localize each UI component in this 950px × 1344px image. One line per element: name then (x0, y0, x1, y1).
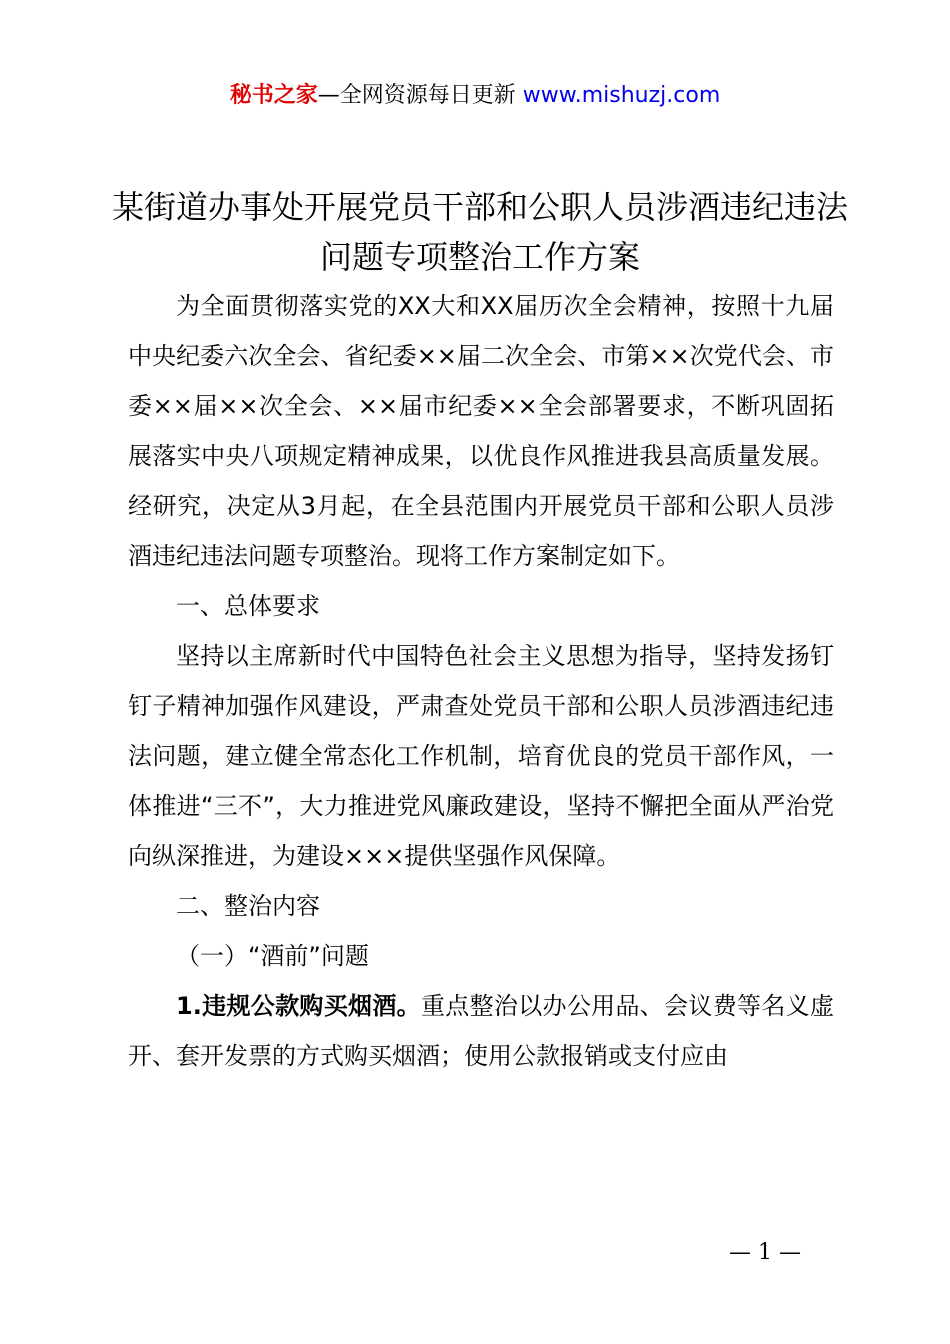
section2-heading: 二、整治内容 (176, 892, 320, 920)
page-number: — 1 — (729, 1240, 801, 1265)
site-name: 秘书之家 (229, 83, 318, 108)
site-tagline: —全网资源每日更新 (317, 83, 523, 108)
subsection1-heading: （一）“酒前”问题 (176, 942, 369, 970)
section1-paragraph: 坚持以主席新时代中国特色社会主义思想为指导，坚持发扬钉钉子精神加强作风建设，严肃查处党员干部和公职人员涉酒违纪违法问题，建立健全常态化工作机制，培育优良的党员干部作风，一体推进“三不”，大力推进党风廉政建设，坚持不懈把全面从严治党向纵深推进，为建设×××提供坚强作风保障。 (128, 642, 834, 870)
document-title: 某街道办事处开展党员干部和公职人员涉酒违纪违法问题专项整治工作方案 (111, 188, 848, 276)
site-header (0, 80, 950, 112)
section1-heading: 一、总体要求 (176, 592, 320, 620)
intro-paragraph: 为全面贯彻落实党的XX大和XX届历次全会精神，按照十九届中央纪委六次全会、省纪委××届二次全会、市第××次党代会、市委××届××次全会、××届市纪委××全会部署要求，不断巩固拓展落实中央八项规定精神成果，以优良作风推进我县高质量发展。经研究，决定从3月起，在全县范围内开展党员干部和公职人员涉酒违纪违法问题专项整治。现将工作方案制定如下。 (128, 292, 834, 570)
document-body (128, 281, 834, 1081)
item1-body: 重点整治以办公用品、会议费等名义虚开、套开发票的方式购买烟酒；使用公款报销或支付应由 (128, 992, 834, 1070)
item1-lead: 1.违规公款购买烟酒。 (176, 992, 421, 1020)
item1-paragraph (128, 981, 834, 1081)
site-url-link[interactable]: www.mishuzj.com (522, 83, 721, 108)
